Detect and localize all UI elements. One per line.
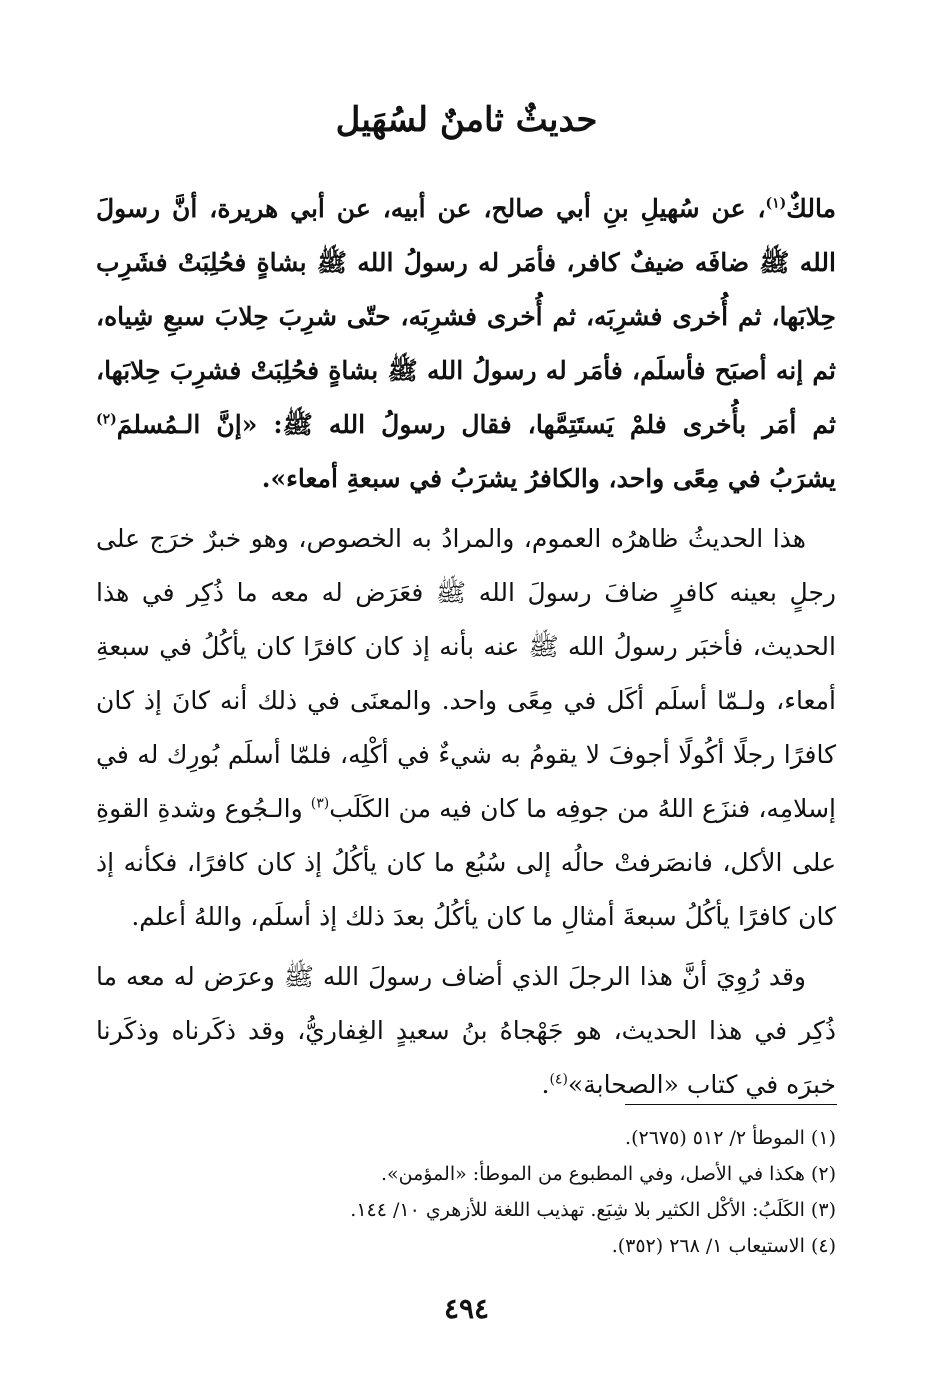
footnote-4: (٤) الاستيعاب ١/ ٢٦٨ (٣٥٢). (611, 1235, 836, 1257)
footnote-ref-4[interactable]: (٤) (549, 1071, 568, 1088)
footnote-divider (625, 1104, 837, 1105)
main-text (96, 182, 836, 1112)
footnote-ref-2[interactable]: (٢) (96, 411, 117, 428)
hadith-paragraph (96, 182, 836, 506)
commentary-1-text-start: هذا الحديثُ ظاهرُه العموم، والمرادُ به الخصوص، وهو خبرٌ خرَج على رجلٍ بعينه كافرٍ ضافَ رسولَ الله ﷺ فعَرَض له معه ما ذُكِر في هذا الحديث، فأخبَر رسولُ الله ﷺ عنه بأنه إذ كان كافرًا كان يأكُلُ في سبعةِ أمعاء، ولـمّا أسلَم أكَل في مِعًى واحد. والمعنَى في ذلك أنه كانَ إذ كان كافرًا رجلًا أكُولًا أجوفَ لا يقومُ به شيءٌ في أكْلِه، فلمّا أسلَم بُورِك له في إسلامِه، فنزَع اللهُ من جوفِه ما كان فيه من الكَلَب (96, 524, 836, 823)
footnotes (96, 1120, 836, 1264)
commentary-2-text-end: . (541, 1070, 550, 1099)
footnote-ref-3[interactable]: (٣) (310, 795, 330, 812)
commentary-paragraph-1 (96, 512, 836, 944)
page-number: ٤٩٤ (443, 1292, 490, 1325)
chapter-title: حديثٌ ثامنٌ لسُهَيل (335, 100, 598, 140)
hadith-text-end: يشرَبُ في مِعًى واحد، والكافرُ يشرَبُ في سبعةِ أمعاء». (261, 464, 836, 493)
hadith-text-middle: ، عن سُهيلِ بنِ أبي صالح، عن أبيه، عن أبي هريرة، أنَّ رسولَ الله ﷺ ضافَه ضيفٌ كافر، فأمَر له رسولُ الله ﷺ بشاةٍ فحُلِبَتْ فشَرِب حِلابَها، ثم أُخرى فشرِبَه، ثم أُخرى فشرِبَه، حتّى شرِبَ حِلابَ سبعِ شِياه، ثم إنه أصبَح فأسلَم، فأمَر له رسولُ الله ﷺ بشاةٍ فحُلِبَتْ فشرِبَ حِلابَها، ثم أمَر بأُخرى فلمْ يَستَتِمَّها، فقال رسولُ الله ﷺ: «إنَّ الـمُسلمَ (96, 194, 836, 439)
footnote-ref-1[interactable]: (١) (765, 195, 787, 212)
footnote-2: (٢) هكذا في الأصل، وفي المطبوع من الموطأ: «المؤمن». (380, 1163, 836, 1185)
footnote-1: (١) الموطأ ٢/ ٥١٢ (٢٦٧٥). (625, 1127, 836, 1149)
commentary-1-text-end: والـجُوع وشدةِ القوةِ على الأكل، فانصَرفتْ حالُه إلى سُبُع ما كان يأكُلُ إذ كان كافرًا، فكأنه إذ كان كافرًا يأكُلُ سبعةَ أمثالِ ما كان يأكُلُ بعدَ ذلك إذ أسلَم، واللهُ أعلم. (96, 794, 836, 931)
footnote-3: (٣) الكَلَبُ: الأكْل الكثير بلا شِبَع. تهذيب اللغة للأزهري ١٠/ ١٤٤. (350, 1199, 836, 1221)
hadith-text-start: مالكٌ (786, 194, 836, 223)
commentary-paragraph-2 (96, 950, 836, 1112)
commentary-2-text-start: وقد رُوِيَ أنَّ هذا الرجلَ الذي أضاف رسولَ الله ﷺ وعرَض له معه ما ذُكِر في هذا الحديث، هو جَهْجاهُ بنُ سعيدٍ الغِفاريُّ، وقد ذكَرناه وذكَرنا خبرَه في كتاب «الصحابة» (96, 962, 836, 1099)
